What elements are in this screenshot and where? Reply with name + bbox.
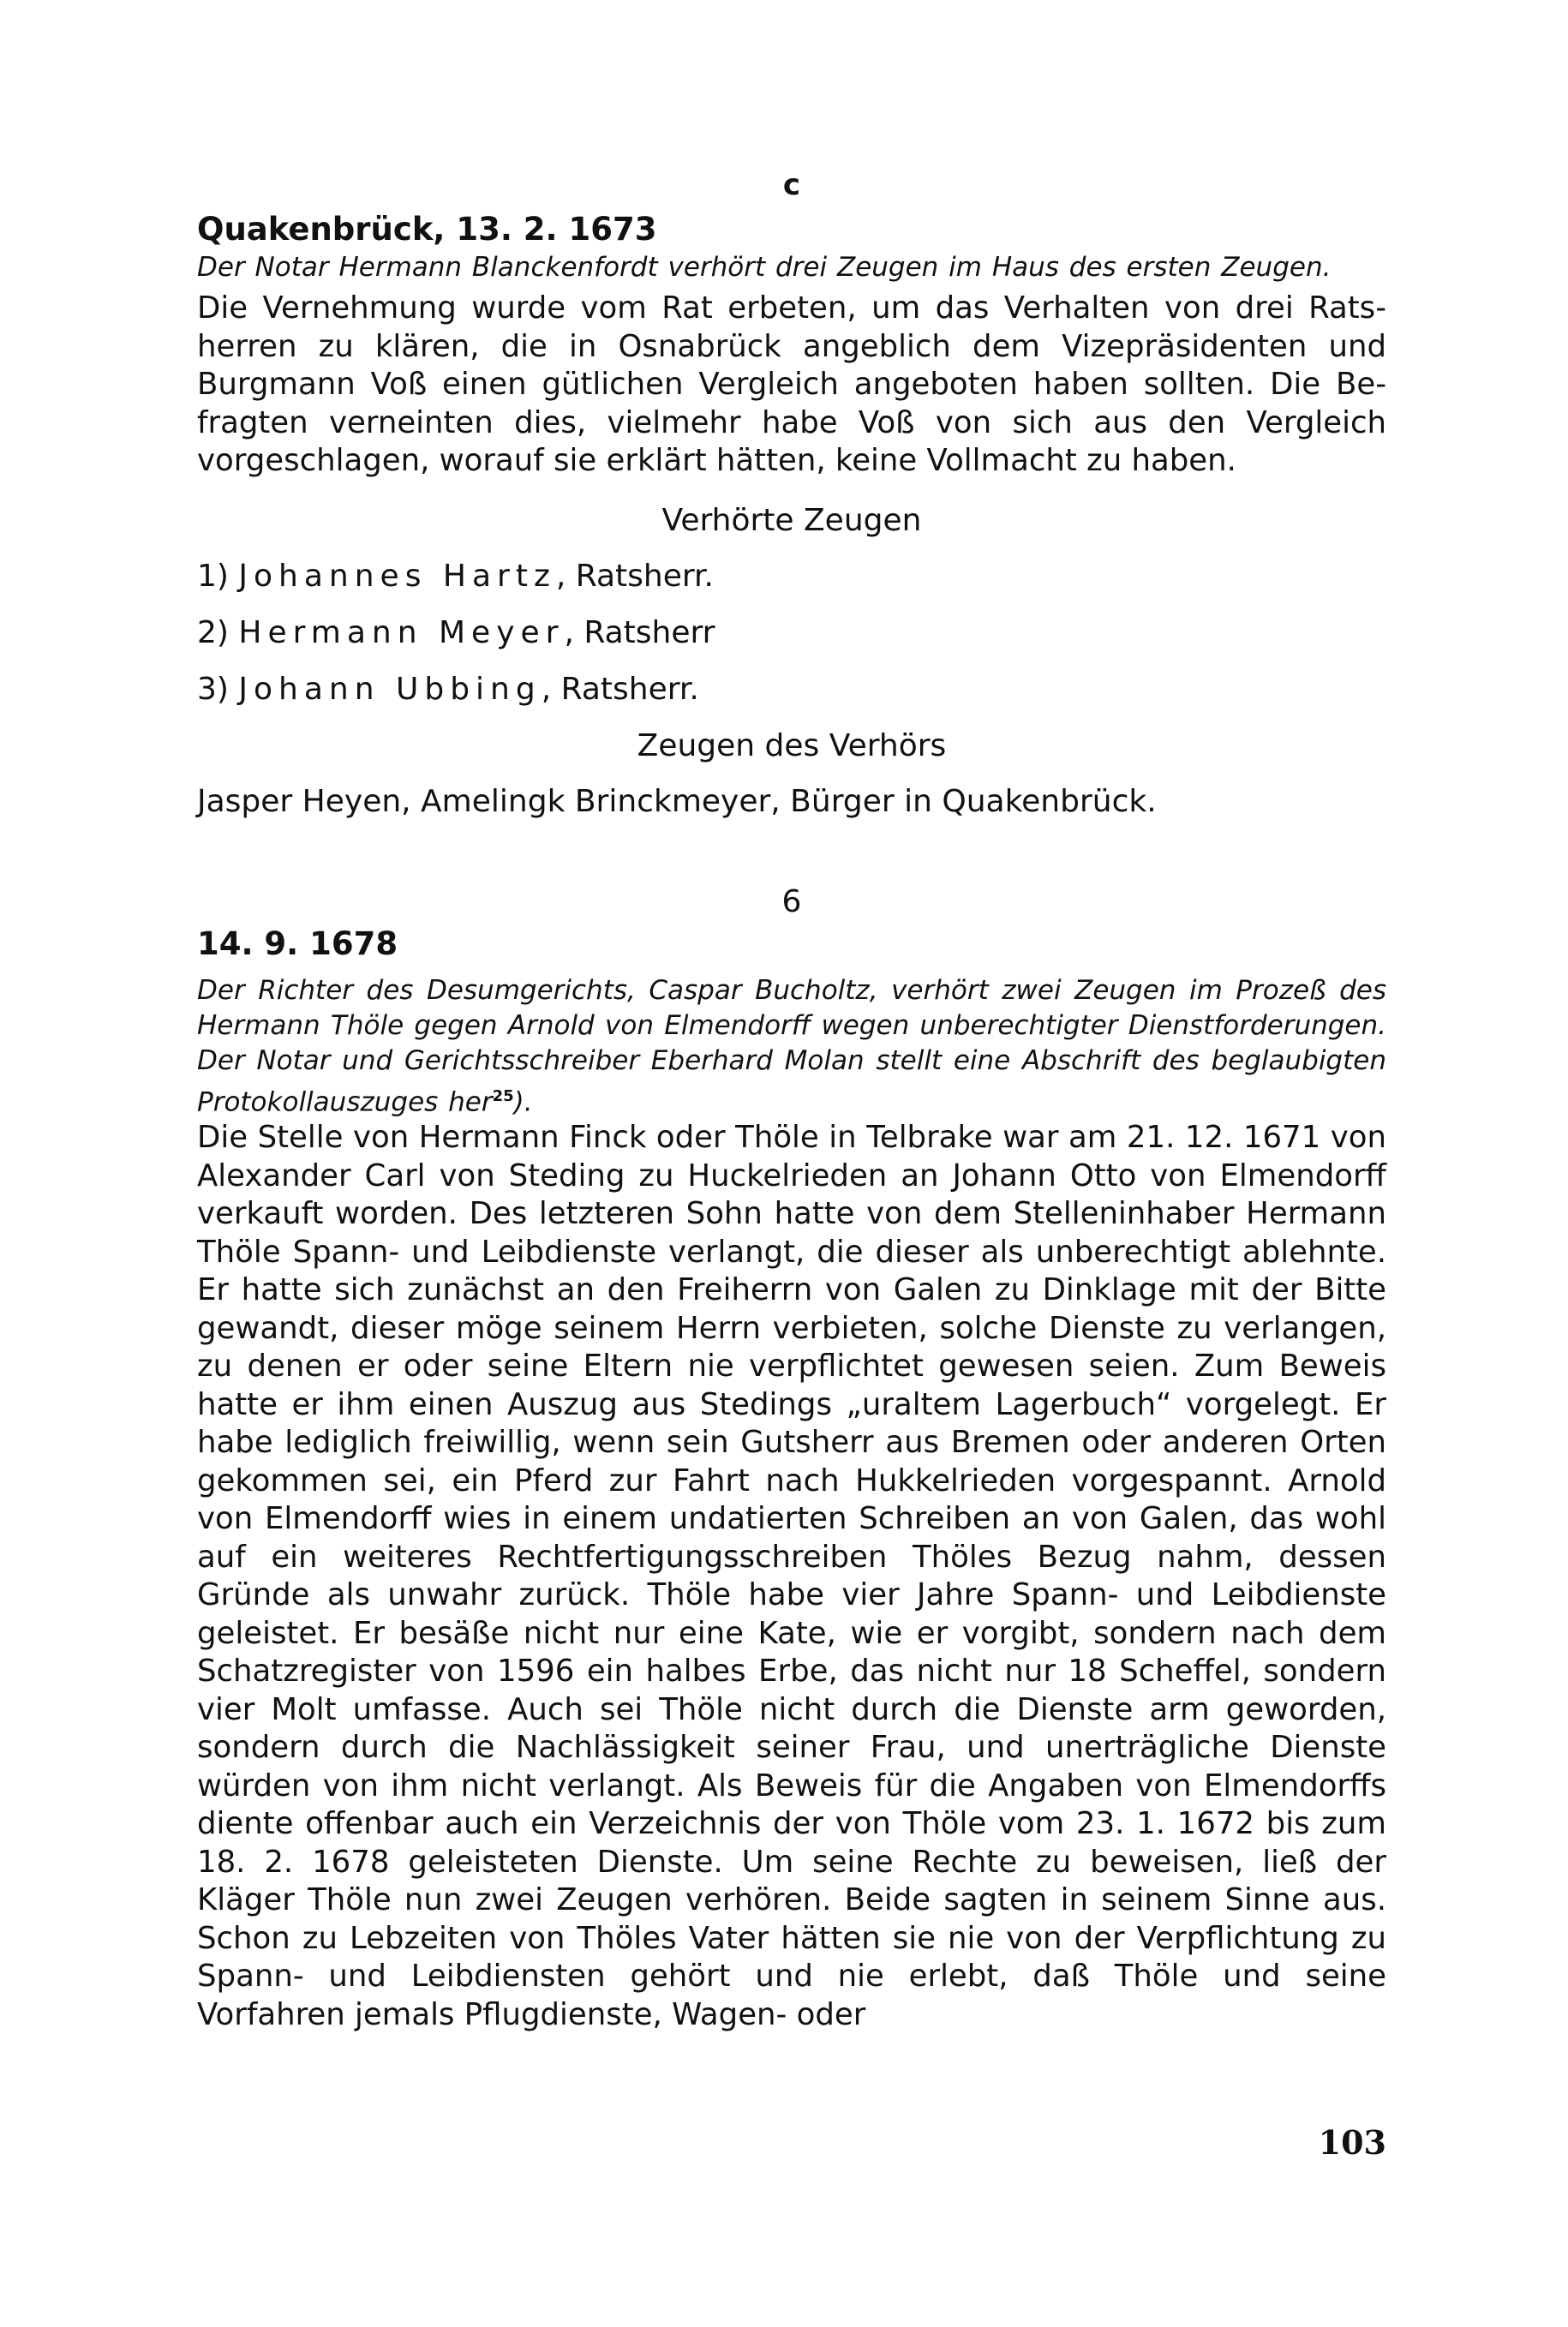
section-6-paragraph: Die Stelle von Hermann Finck oder Thöle in Telbrake war am 21. 12. 1671 von Alexander Carl von Steding zu Huckelrieden an Johann Otto von Elmendorff verkauft worden. Des letzteren Sohn hatte von dem Stelleninhaber Hermann Thöle Spann- und Leibdienste verlangt, die dieser als unberechtigt ablehnte. Er hatte sich zunächst an den Freiherrn von Galen zu Dinklage mit der Bitte gewandt, dieser möge seinem Herrn verbieten, solche Dienste zu verlangen, zu denen er oder seine Eltern nie verpflichtet gewesen seien. Zum Beweis hatte er ihm einen Auszug aus Stedings „uraltem Lagerbuch“ vorgelegt. Er habe lediglich freiwillig, wenn sein Gutsherr aus Bremen oder anderen Orten gekommen sei, ein Pferd zur Fahrt nach Hukkelrieden vorgespannt. Arnold von Elmendorff wies in einem undatierten Schreiben an von Galen, das wohl auf ein weiteres Rechtfertigungsschreiben Thöles Bezug nahm, dessen Gründe als unwahr zurück. Thöle habe vier Jahre Spann- und Leibdienste geleistet. Er besäße nicht nur eine Kate, wie er vorgibt, sondern nach dem Schatzregister von 1596 ein halbes Erbe, das nicht nur 18 Scheffel, sondern vier Molt umfasse. Auch sei Thöle nicht durch die Dienste arm geworden, sondern durch die Nachlässigkeit seiner Frau, und unerträgliche Dienste würden von ihm nicht verlangt. Als Beweis für die Angaben von Elmendorffs diente offenbar auch ein Verzeichnis der von Thöle vom 23. 1. 1672 bis zum 18. 2. 1678 geleisteten Dienste. Um seine Rechte zu beweisen, ließ der Kläger Thöle nun zwei Zeugen verhören. Beide sagten in seinem Sinne aus. Schon zu Lebzeiten von Thöles Vater hätten sie nie von der Verpflichtung zu Spann- und Leibdiensten gehört und nie erlebt, daß Thöle und seine Vorfahren jemals Pflugdienste, Wagen- oder (197, 1120, 1386, 2032)
section-6-abstract-end: ). (513, 1086, 533, 1118)
witness-item-2 (197, 615, 715, 650)
witness-role: , Ratsherr (564, 615, 715, 650)
witness-name: Hermann Meyer (238, 615, 565, 650)
witness-number: 2) (197, 615, 229, 650)
witness-number: 3) (197, 672, 229, 707)
witnesses-title: Verhörte Zeugen (661, 503, 922, 538)
page-number: 103 (1318, 2123, 1386, 2162)
section-c-heading: Quakenbrück, 13. 2. 1673 (197, 211, 657, 248)
witness-name: Johann Ubbing (238, 672, 542, 707)
section-number-6: 6 (781, 884, 802, 919)
witness-item-3 (197, 672, 699, 707)
witness-item-1 (197, 559, 714, 594)
section-c-abstract: Der Notar Hermann Blanckenfordt verhört drei Zeugen im Haus des ersten Zeugen. (197, 252, 1332, 283)
section-6-abstract-text: Der Richter des Desumgerichts, Caspar Bucholtz, verhört zwei Zeugen im Prozeß des Hermann Thöle gegen Arnold von Elmendorff wegen unberechtigter Dienstforderungen. Der Notar und Gerichtsschreiber Eberhard Molan stellt eine Abschrift des beglaubigten Protokollauszuges her (197, 975, 1386, 1118)
hearing-witnesses: Jasper Heyen, Amelingk Brinckmeyer, Bürger in Quakenbrück. (197, 784, 1157, 819)
footnote-reference: 25 (492, 1087, 514, 1105)
hearing-witnesses-title: Zeugen des Verhörs (637, 728, 947, 763)
section-6-heading: 14. 9. 1678 (197, 925, 398, 962)
witness-role: , Ratsherr. (541, 672, 699, 707)
section-letter-c: c (782, 168, 801, 202)
section-6-abstract (197, 973, 1386, 1120)
section-c-paragraph: Die Vernehmung wurde vom Rat erbeten, um das Verhalten von drei Ratsherren zu klären, die in Osnabrück angeblich dem Vizepräsidenten und Burgmann Voß einen gütlichen Vergleich angeboten haben sollten. Die Befragten verneinten dies, vielmehr habe Voß von sich aus den Vergleich vorgeschlagen, worauf sie erklärt hätten, keine Vollmacht zu haben. (197, 290, 1386, 478)
witness-number: 1) (197, 559, 229, 594)
witness-name: Johannes Hartz (238, 559, 556, 594)
witness-role: , Ratsherr. (555, 559, 714, 594)
